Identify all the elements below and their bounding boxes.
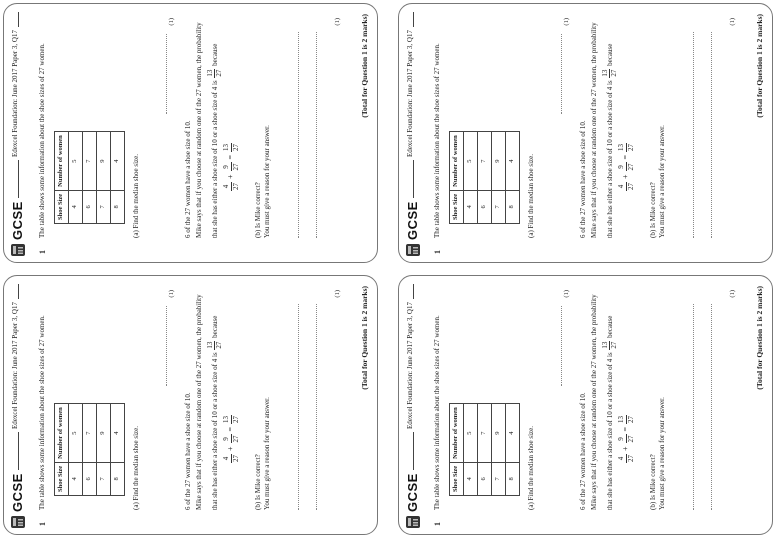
part-b-because: because: [210, 315, 219, 338]
term-3-denominator: 27: [231, 415, 240, 423]
question-intro: The table shows some information about the shoe sizes of 27 women.: [433, 315, 441, 510]
worksheet-header: [10, 4, 26, 263]
equals-sign: =: [621, 154, 631, 160]
calculator-icon: [11, 244, 25, 256]
shoe-size-cell: 6: [478, 190, 492, 223]
part-b-line-3-text: that she has either a shoe size of 10 or a shoe size of 4 is: [210, 80, 219, 238]
number-of-women-cell: 4: [111, 132, 125, 191]
equation-term-3: [617, 143, 636, 152]
fraction-numerator: 13: [600, 341, 609, 349]
part-b-marks: (1): [334, 18, 341, 26]
worksheet-page: [4, 276, 378, 535]
number-of-women-cell: 9: [492, 404, 506, 463]
paper-source: Edexcel Foundation: June 2017 Paper 3, Q17: [11, 27, 20, 160]
fraction-denominator: 27: [215, 69, 224, 77]
table-row: [83, 132, 97, 224]
term-1-numerator: 4: [617, 454, 627, 463]
table-header-shoe-size: Shoe Size: [450, 190, 464, 223]
shoe-size-cell: 4: [464, 190, 478, 223]
question-total: (Total for Question 1 is 2 marks): [360, 14, 369, 118]
shoe-size-table: [449, 131, 520, 224]
term-2-denominator: 27: [231, 435, 240, 443]
part-b-question-line-1: (b) Is Mike correct?: [254, 182, 262, 238]
equation-term-2: [222, 434, 241, 443]
term-3-numerator: 13: [617, 143, 625, 151]
number-of-women-cell: 7: [478, 132, 492, 191]
part-a-answer-line: [166, 306, 167, 386]
term-1-numerator: 4: [222, 182, 232, 191]
number-of-women-cell: 9: [97, 404, 111, 463]
question-intro: The table shows some information about the shoe sizes of 27 women.: [38, 43, 46, 238]
equation-term-1: [222, 454, 241, 463]
term-3-denominator: 27: [231, 143, 240, 151]
equation-term-3: [617, 415, 636, 424]
number-of-women-cell: 5: [69, 132, 83, 191]
part-b-line-1: 6 of the 27 women have a shoe size of 10.: [184, 392, 192, 510]
shoe-size-cell: 7: [97, 190, 111, 223]
question-total: (Total for Question 1 is 2 marks): [755, 14, 764, 118]
term-1-numerator: 4: [617, 182, 627, 191]
plus-sign: +: [621, 174, 631, 179]
part-b-question-line-2: You must give a reason for your answer.: [262, 397, 271, 510]
table-row: [492, 404, 506, 496]
part-b-text: [184, 288, 226, 510]
number-of-women-cell: 7: [83, 404, 97, 463]
paper-source: Edexcel Foundation: June 2017 Paper 3, Q17: [406, 299, 415, 432]
worksheet-card-4: [398, 275, 773, 535]
table-body: [69, 404, 125, 496]
number-of-women-cell: 5: [69, 404, 83, 463]
question-number: 1: [38, 522, 47, 526]
gcse-brand: GCSE: [10, 201, 25, 240]
term-3-denominator: 27: [626, 143, 635, 151]
part-b-answer-line-1: [298, 304, 299, 510]
part-b-marks: (1): [334, 290, 341, 298]
worksheet-page: [399, 276, 773, 535]
shoe-size-cell: 8: [111, 190, 125, 223]
shoe-size-cell: 8: [111, 462, 125, 495]
worksheet-page: [399, 4, 773, 263]
part-b-question-line-2: You must give a reason for your answer.: [262, 125, 271, 238]
fraction-equation: [617, 414, 636, 464]
part-b-question-line-1: (b) Is Mike correct?: [254, 454, 262, 510]
fraction-equation: [617, 142, 636, 192]
term-1-numerator: 4: [222, 454, 232, 463]
plus-sign: +: [621, 446, 631, 451]
part-b-line-3: [206, 16, 225, 238]
part-b-question: [649, 18, 667, 238]
part-b-line-1: 6 of the 27 women have a shoe size of 10.: [579, 120, 587, 238]
shoe-size-table: [54, 131, 125, 224]
paper-source: Edexcel Foundation: June 2017 Paper 3, Q17: [406, 27, 415, 160]
table-row: [83, 404, 97, 496]
part-b-marks: (1): [729, 18, 736, 26]
shoe-size-cell: 8: [506, 462, 520, 495]
fraction-equation: [222, 142, 241, 192]
table-row: [97, 404, 111, 496]
part-b-text: [579, 16, 621, 238]
number-of-women-cell: 7: [83, 132, 97, 191]
worksheet-header: [10, 276, 26, 535]
part-b-text: [579, 288, 621, 510]
equals-sign: =: [226, 154, 236, 160]
calculator-icon: [406, 244, 420, 256]
term-2-denominator: 27: [231, 163, 240, 171]
question-number: 1: [38, 250, 47, 254]
table-body: [464, 132, 520, 224]
term-3-denominator: 27: [626, 415, 635, 423]
part-b-answer-line-1: [693, 32, 694, 238]
table-header-number-of-women: Number of women: [450, 132, 464, 191]
table-body: [69, 132, 125, 224]
number-of-women-cell: 4: [506, 132, 520, 191]
equation-term-1: [222, 182, 241, 191]
number-of-women-cell: 9: [492, 132, 506, 191]
table-row: [464, 404, 478, 496]
plus-sign: +: [226, 174, 236, 179]
number-of-women-cell: 4: [506, 404, 520, 463]
question-intro: The table shows some information about the shoe sizes of 27 women.: [433, 43, 441, 238]
question-total: (Total for Question 1 is 2 marks): [755, 286, 764, 390]
term-1-denominator: 27: [626, 455, 635, 462]
table-row: [506, 404, 520, 496]
paper-source: Edexcel Foundation: June 2017 Paper 3, Q17: [11, 299, 20, 432]
calculator-icon: [406, 516, 420, 528]
part-b-line-3-text: that she has either a shoe size of 10 or a shoe size of 4 is: [210, 352, 219, 510]
part-b-line-3-text: that she has either a shoe size of 10 or a shoe size of 4 is: [605, 352, 614, 510]
part-b-line-1: 6 of the 27 women have a shoe size of 10.: [184, 120, 192, 238]
term-2-numerator: 9: [222, 162, 232, 171]
equation-term-1: [617, 454, 636, 463]
part-a-answer-line: [561, 306, 562, 386]
part-b-line-2: Mike says that if you choose at random one of the 27 women, the probability: [194, 22, 203, 238]
part-a-marks: (1): [563, 290, 570, 298]
part-a-question: (a) Find the median shoe size.: [132, 154, 140, 238]
part-b-because: because: [210, 43, 219, 66]
term-3-numerator: 13: [222, 143, 230, 151]
part-b-question: [649, 290, 667, 510]
shoe-size-cell: 6: [83, 462, 97, 495]
question-number: 1: [433, 250, 442, 254]
part-b-because: because: [605, 315, 614, 338]
term-2-denominator: 27: [626, 435, 635, 443]
equation-term-2: [617, 434, 636, 443]
fraction-denominator: 27: [215, 341, 224, 349]
worksheet-page: [4, 4, 378, 263]
equation-term-2: [222, 162, 241, 171]
part-b-question: [254, 290, 272, 510]
equation-term-2: [617, 162, 636, 171]
gcse-brand: GCSE: [10, 473, 25, 512]
table-row: [111, 132, 125, 224]
part-a-answer-line: [166, 34, 167, 114]
fraction-numerator: 13: [205, 69, 214, 77]
calculator-icon: [11, 516, 25, 528]
part-b-question: [254, 18, 272, 238]
table-header-shoe-size: Shoe Size: [55, 190, 69, 223]
table-row: [506, 132, 520, 224]
fraction-equation: [222, 414, 241, 464]
term-1-denominator: 27: [231, 183, 240, 190]
part-b-question-line-2: You must give a reason for your answer.: [657, 125, 666, 238]
table-row: [492, 132, 506, 224]
table-row: [97, 132, 111, 224]
table-header-number-of-women: Number of women: [450, 404, 464, 463]
equals-sign: =: [226, 426, 236, 432]
part-a-question: (a) Find the median shoe size.: [132, 426, 140, 510]
worksheet-card-1: [3, 3, 378, 263]
part-b-answer-line-1: [693, 304, 694, 510]
fraction-denominator: 27: [610, 69, 619, 77]
shoe-size-cell: 4: [464, 462, 478, 495]
part-b-line-2: Mike says that if you choose at random one of the 27 women, the probability: [589, 22, 598, 238]
probability-fraction: [206, 69, 225, 78]
table-row: [478, 404, 492, 496]
part-b-answer-line-1: [298, 32, 299, 238]
table-header-number-of-women: Number of women: [55, 132, 69, 191]
table-row: [69, 404, 83, 496]
fraction-numerator: 13: [600, 69, 609, 77]
worksheet-header: [405, 276, 421, 535]
question-total: (Total for Question 1 is 2 marks): [360, 286, 369, 390]
number-of-women-cell: 5: [464, 132, 478, 191]
table-row: [111, 404, 125, 496]
number-of-women-cell: 9: [97, 132, 111, 191]
part-b-answer-line-2: [316, 304, 317, 510]
part-b-line-3: [206, 288, 225, 510]
number-of-women-cell: 7: [478, 404, 492, 463]
part-b-line-1: 6 of the 27 women have a shoe size of 10.: [579, 392, 587, 510]
number-of-women-cell: 4: [111, 404, 125, 463]
shoe-size-cell: 4: [69, 190, 83, 223]
term-3-numerator: 13: [222, 415, 230, 423]
shoe-size-cell: 6: [83, 190, 97, 223]
part-b-question-line-1: (b) Is Mike correct?: [649, 182, 657, 238]
shoe-size-cell: 7: [492, 462, 506, 495]
term-3-numerator: 13: [617, 415, 625, 423]
probability-fraction: [601, 69, 620, 78]
shoe-size-cell: 8: [506, 190, 520, 223]
part-a-question: (a) Find the median shoe size.: [527, 426, 535, 510]
probability-fraction: [206, 341, 225, 350]
term-2-numerator: 9: [617, 162, 627, 171]
question-number: 1: [433, 522, 442, 526]
part-a-answer-line: [561, 34, 562, 114]
equation-term-3: [222, 143, 241, 152]
shoe-size-cell: 7: [492, 190, 506, 223]
part-b-line-2: Mike says that if you choose at random one of the 27 women, the probability: [194, 294, 203, 510]
part-b-answer-line-2: [711, 32, 712, 238]
worksheet-header: [405, 4, 421, 263]
equation-term-1: [617, 182, 636, 191]
table-header-number-of-women: Number of women: [55, 404, 69, 463]
part-a-marks: (1): [168, 290, 175, 298]
part-b-answer-line-2: [711, 304, 712, 510]
gcse-brand: GCSE: [405, 201, 420, 240]
part-a-question: (a) Find the median shoe size.: [527, 154, 535, 238]
part-b-line-3: [601, 16, 620, 238]
part-b-line-2: Mike says that if you choose at random one of the 27 women, the probability: [589, 294, 598, 510]
part-b-question-line-1: (b) Is Mike correct?: [649, 454, 657, 510]
worksheet-card-3: [3, 275, 378, 535]
term-1-denominator: 27: [231, 455, 240, 462]
plus-sign: +: [226, 446, 236, 451]
shoe-size-cell: 6: [478, 462, 492, 495]
table-header-shoe-size: Shoe Size: [450, 462, 464, 495]
term-2-numerator: 9: [222, 434, 232, 443]
gcse-brand: GCSE: [405, 473, 420, 512]
fraction-numerator: 13: [205, 341, 214, 349]
part-a-marks: (1): [168, 18, 175, 26]
shoe-size-cell: 4: [69, 462, 83, 495]
part-b-question-line-2: You must give a reason for your answer.: [657, 397, 666, 510]
term-2-numerator: 9: [617, 434, 627, 443]
question-intro: The table shows some information about the shoe sizes of 27 women.: [38, 315, 46, 510]
worksheet-card-2: [398, 3, 773, 263]
shoe-size-cell: 7: [97, 462, 111, 495]
table-row: [464, 132, 478, 224]
shoe-size-table: [449, 403, 520, 496]
table-row: [478, 132, 492, 224]
part-b-text: [184, 16, 226, 238]
term-1-denominator: 27: [626, 183, 635, 190]
part-a-marks: (1): [563, 18, 570, 26]
table-row: [69, 132, 83, 224]
term-2-denominator: 27: [626, 163, 635, 171]
probability-fraction: [601, 341, 620, 350]
part-b-because: because: [605, 43, 614, 66]
part-b-marks: (1): [729, 290, 736, 298]
equation-term-3: [222, 415, 241, 424]
fraction-denominator: 27: [610, 341, 619, 349]
part-b-line-3: [601, 288, 620, 510]
table-header-shoe-size: Shoe Size: [55, 462, 69, 495]
equals-sign: =: [621, 426, 631, 432]
shoe-size-table: [54, 403, 125, 496]
part-b-line-3-text: that she has either a shoe size of 10 or a shoe size of 4 is: [605, 80, 614, 238]
number-of-women-cell: 5: [464, 404, 478, 463]
table-body: [464, 404, 520, 496]
part-b-answer-line-2: [316, 32, 317, 238]
